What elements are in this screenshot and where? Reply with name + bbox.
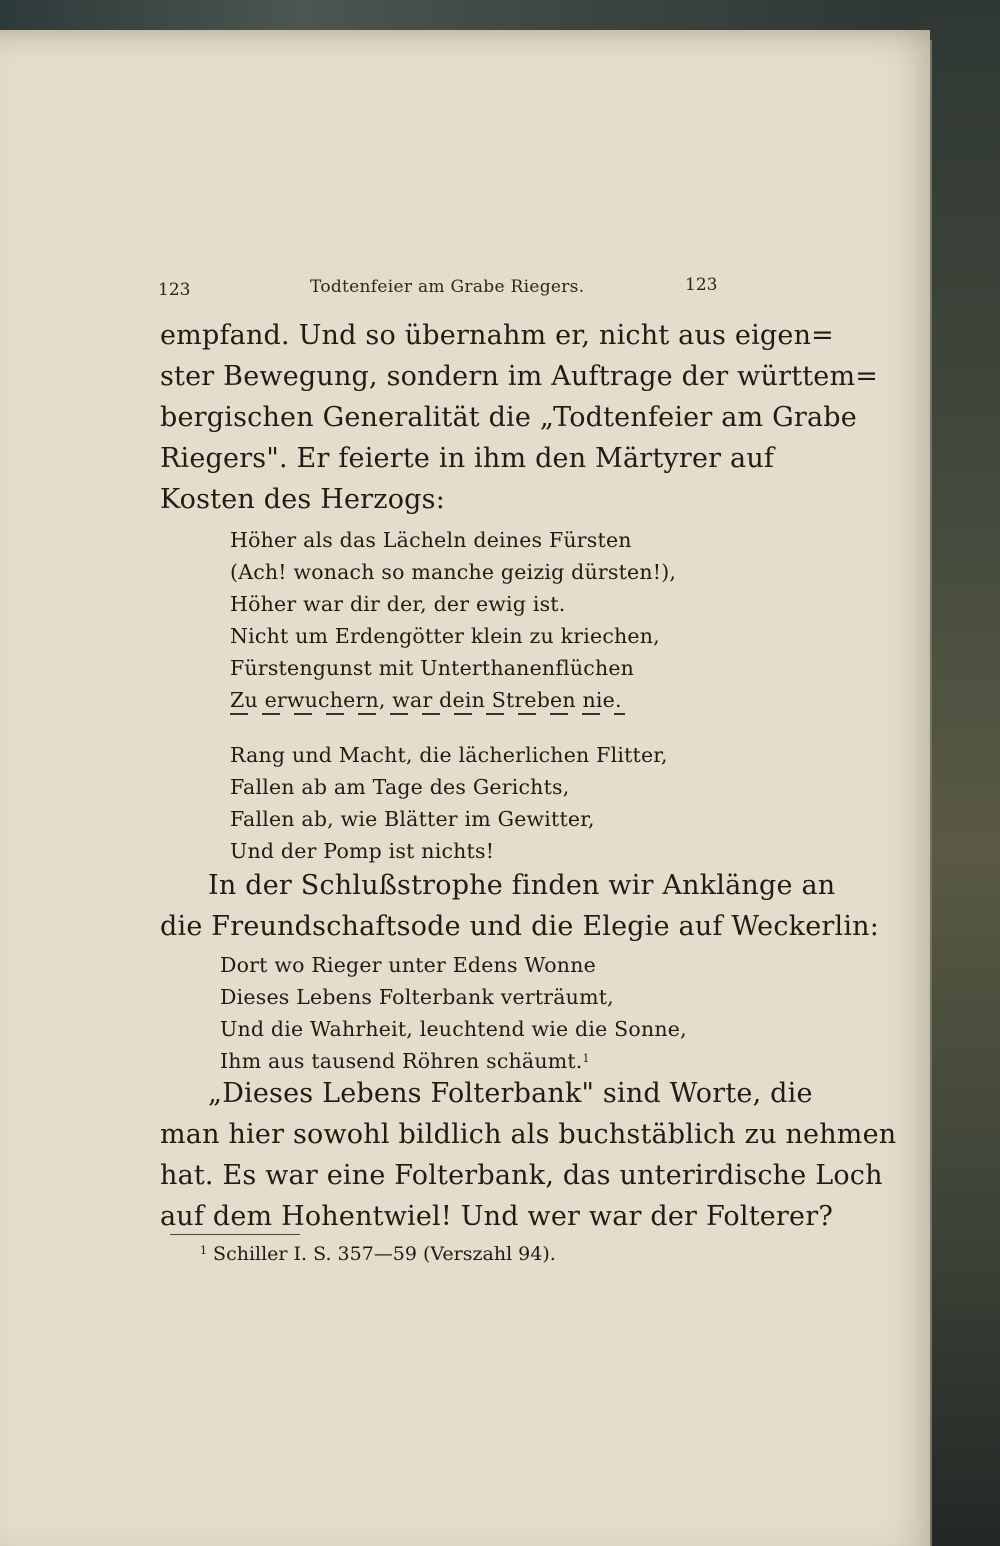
verse-line: Und der Pomp ist nichts! — [230, 839, 495, 863]
footnote-reference: 1 — [582, 1052, 590, 1065]
page-number-left: 123 — [158, 280, 191, 300]
prose-line: die Freundschaftsode und die Elegie auf Weckerlin: — [160, 911, 880, 942]
prose-line: auf dem Hohentwiel! Und wer war der Folterer? — [160, 1201, 833, 1232]
verse-line: (Ach! wonach so manche geizig dürsten!), — [230, 560, 677, 584]
verse-line: Fürstengunst mit Unterthanenflüchen — [230, 656, 635, 680]
prose-line: bergischen Generalität die „Todtenfeier am Grabe — [160, 402, 857, 433]
verse-text: Ihm aus tausend Röhren schäumt. — [220, 1049, 583, 1073]
page-number-right: 123 — [685, 275, 718, 295]
running-title: Todtenfeier am Grabe Riegers. — [310, 277, 585, 297]
verse-line: Rang und Macht, die lächerlichen Flitter, — [230, 743, 668, 767]
footnote-rule — [170, 1234, 300, 1235]
verse-line: Dort wo Rieger unter Edens Wonne — [220, 953, 596, 977]
verse-line: Fallen ab, wie Blätter im Gewitter, — [230, 807, 595, 831]
page-header — [150, 275, 720, 305]
book-cover-right — [920, 0, 1000, 1546]
footnote-text: Schiller I. S. 357—59 (Verszahl 94). — [213, 1243, 556, 1265]
verse-line — [220, 1049, 590, 1073]
prose-line: empfand. Und so übernahm er, nicht aus eigen= — [160, 320, 834, 351]
prose-line: ster Bewegung, sondern im Auftrage der württem= — [160, 361, 879, 392]
prose-line: In der Schlußstrophe finden wir Anklänge an — [208, 870, 836, 901]
prose-line: Riegers". Er feierte in ihm den Märtyrer auf — [160, 443, 775, 474]
ellipsis-dashes — [230, 713, 625, 715]
verse-line: Zu erwuchern, war dein Streben nie. — [230, 688, 622, 712]
verse-line: Und die Wahrheit, leuchtend wie die Sonne, — [220, 1017, 687, 1041]
verse-line: Dieses Lebens Folterbank verträumt, — [220, 985, 614, 1009]
footnote-mark: 1 — [200, 1244, 207, 1257]
prose-line: man hier sowohl bildlich als buchstäblich zu nehmen — [160, 1119, 897, 1150]
verse-line: Nicht um Erdengötter klein zu kriechen, — [230, 624, 660, 648]
prose-line: „Dieses Lebens Folterbank" sind Worte, die — [208, 1078, 813, 1109]
footnote — [200, 1243, 556, 1265]
verse-line: Höher als das Lächeln deines Fürsten — [230, 528, 632, 552]
prose-line: hat. Es war eine Folterbank, das unterirdische Loch — [160, 1160, 883, 1191]
verse-line: Höher war dir der, der ewig ist. — [230, 592, 566, 616]
book-page — [0, 30, 930, 1546]
prose-line: Kosten des Herzogs: — [160, 484, 446, 515]
verse-line: Fallen ab am Tage des Gerichts, — [230, 775, 570, 799]
